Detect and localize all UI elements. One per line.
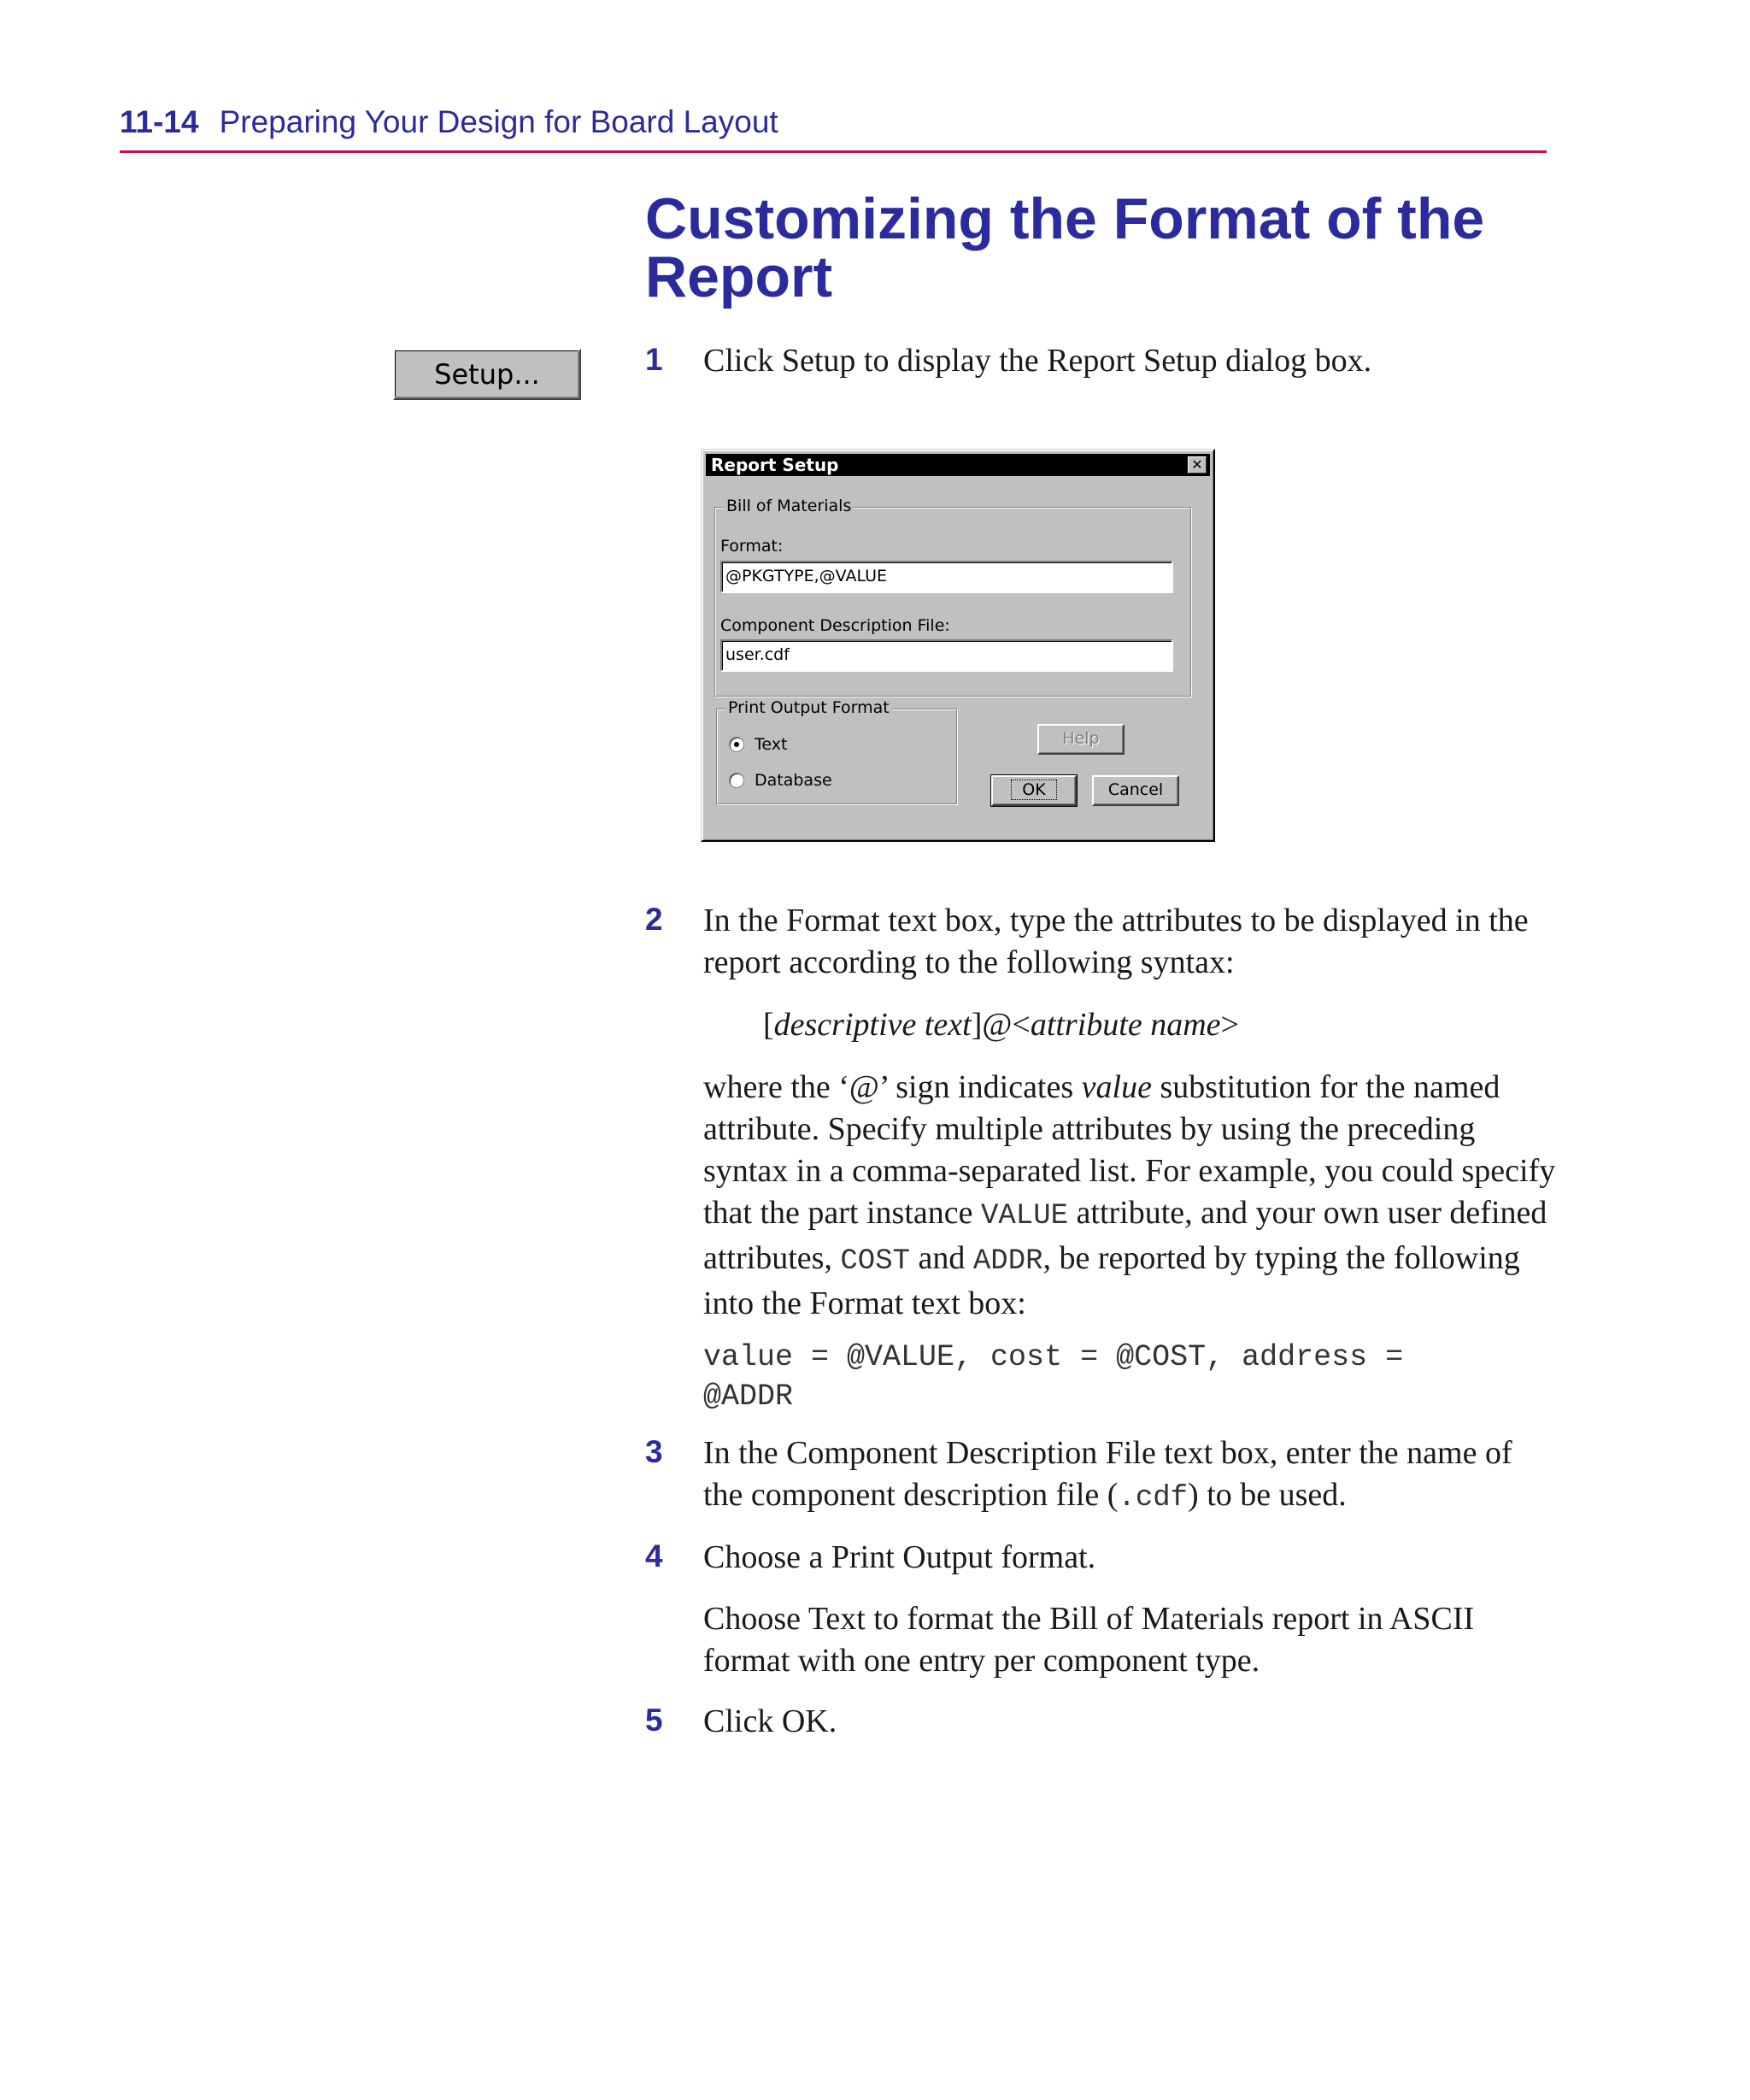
setup-button-illustration (393, 349, 581, 400)
chapter-title: Preparing Your Design for Board Layout (219, 104, 778, 139)
expl-a: where the ‘@’ sign indicates (703, 1069, 1082, 1105)
output-group-label: Print Output Format (725, 698, 892, 717)
help-button[interactable]: Help (1037, 724, 1125, 755)
close-icon[interactable]: ✕ (1188, 456, 1207, 474)
step-1-number: 1 (645, 342, 663, 377)
syntax-descriptive: descriptive text (773, 1007, 972, 1043)
bom-group-label: Bill of Materials (724, 497, 854, 515)
step-3-text-b: ) to be used. (1188, 1477, 1347, 1513)
expl-value-italic: value (1081, 1069, 1152, 1105)
radio-database-label: Database (755, 771, 832, 790)
step-5-text: Click OK. (703, 1703, 837, 1739)
output-format-group (716, 698, 957, 804)
ok-button[interactable] (991, 775, 1077, 806)
radio-selected-dot (734, 742, 739, 747)
bom-group (714, 497, 1191, 697)
step-2-number: 2 (645, 902, 663, 937)
step-4-text: Choose a Print Output format. (703, 1539, 1096, 1575)
step-2-explanation (703, 1067, 1558, 1325)
expl-d: and (910, 1240, 973, 1276)
code-example-line-2: @ADDR (703, 1379, 794, 1414)
expl-b: substitution for the named attribute. Specify multiple attributes by using the preceding syntax in a comma-separated list. For example, you could specify that the part instance (703, 1069, 1556, 1231)
radio-database[interactable] (729, 773, 744, 788)
header-rule (120, 150, 1547, 153)
cancel-button[interactable]: Cancel (1092, 775, 1179, 806)
step-5-number: 5 (645, 1703, 663, 1738)
syntax-open: [ (763, 1007, 774, 1043)
cdf-label: Component Description File: (720, 616, 950, 635)
radio-text[interactable] (729, 737, 744, 752)
format-input[interactable]: @PKGTYPE,@VALUE (720, 561, 1173, 593)
step-4-detail: Choose Text to format the Bill of Materials report in ASCII format with one entry per component type. (703, 1601, 1475, 1679)
syntax-mid: ]@< (971, 1007, 1031, 1043)
step-3-number: 3 (645, 1434, 663, 1469)
step-2-text: In the Format text box, type the attributes to be displayed in the report according to the following syntax: (703, 903, 1529, 980)
format-label: Format: (720, 537, 784, 556)
cdf-input[interactable]: user.cdf (720, 639, 1173, 672)
page-number: 11-14 (120, 104, 199, 139)
step-1-text: Click Setup to display the Report Setup dialog box. (703, 343, 1372, 379)
setup-button-label: Setup... (434, 358, 540, 391)
step-4-number: 4 (645, 1538, 663, 1574)
syntax-attribute: attribute name (1030, 1007, 1221, 1043)
report-setup-dialog (701, 449, 1215, 842)
dialog-title: Report Setup (711, 455, 839, 475)
step-3-text (703, 1432, 1558, 1520)
section-title: Customizing the Format of the Report (645, 186, 1485, 309)
syntax-close: > (1220, 1007, 1239, 1043)
dialog-titlebar (706, 454, 1210, 476)
code-cdf: .cdf (1118, 1482, 1189, 1515)
running-header (120, 104, 1547, 147)
code-addr: ADDR (972, 1245, 1043, 1278)
syntax-line (763, 1004, 1532, 1046)
code-example-line-1: value = @VALUE, cost = @COST, address = (703, 1340, 1404, 1374)
step-3-text-a: In the Component Description File text box, enter the name of the component description file ( (703, 1435, 1512, 1513)
code-value: VALUE (981, 1200, 1069, 1232)
code-cost: COST (840, 1245, 911, 1278)
radio-text-label: Text (755, 735, 788, 754)
ok-button-label: OK (1011, 779, 1056, 800)
expl-e: , be reported by typing the following into the Format text box: (703, 1240, 1520, 1321)
expl-c: attribute, and your own user defined attributes, (703, 1195, 1547, 1276)
